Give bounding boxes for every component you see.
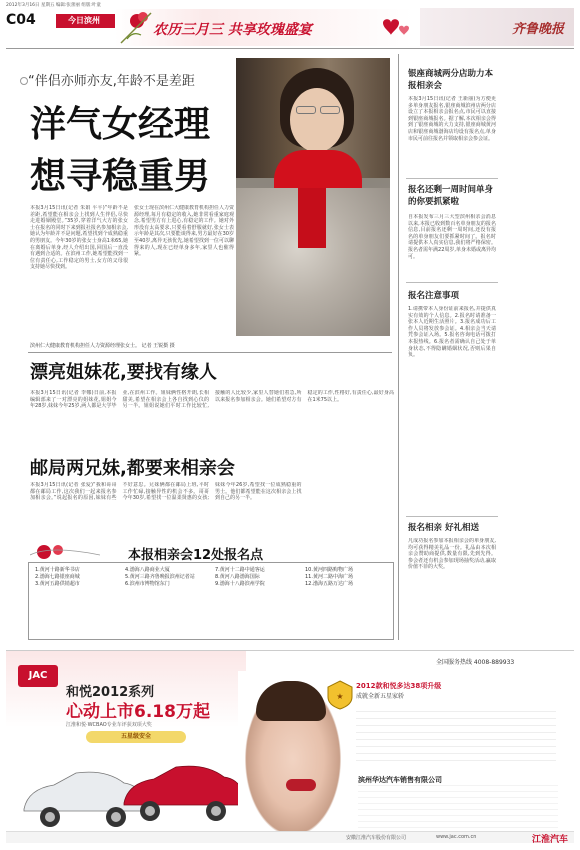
- list-item: 3.黄河五路供销超市: [35, 581, 80, 587]
- ad-footer-url: www.jac.com.cn: [436, 834, 477, 840]
- section-pill: [56, 14, 122, 28]
- five-star-badge-icon: [326, 679, 354, 711]
- banner-slogan: 农历三月三 共享玫瑰盛宴: [153, 22, 312, 38]
- list-box: [28, 562, 394, 640]
- ad-footer: [6, 831, 574, 843]
- rose-icon: [117, 9, 157, 45]
- header-meta: 2012年3月16日 星期五 编辑:张蕾丽 组版:叶童: [6, 3, 101, 8]
- sidebar-box2-title: 报名还剩一周时间单身的你要抓紧啦: [408, 185, 494, 207]
- lead-photo: [236, 58, 390, 336]
- ad-footer-brand: 江淮汽车: [531, 835, 568, 843]
- ad-footer-company: 安徽江淮汽车股份有限公司: [346, 835, 407, 841]
- ad-dealer-title: 滨州华达汽车销售有限公司: [358, 776, 442, 784]
- ad-rating-text: 五星级安全: [120, 733, 151, 740]
- svg-text:★: ★: [336, 692, 344, 701]
- list-title: 本报相亲会12处报名点: [128, 548, 264, 563]
- sidebar-box4-title: 报名相亲 好礼相送: [408, 523, 479, 533]
- lead-kicker: “伴侣亦师亦友,年龄不是差距: [28, 74, 195, 89]
- article3-body: 本报3月15日讯(记者 张爱)“我和哥哥都在邮局工作,这次我们一起来报名参加相亲会。”说起报名的原因,妹妹有些不好意思。兄妹俩都在邮局上班,平时工作忙碌,接触异性的机会不多。哥哥今年30岁,希望找一位温柔贤惠的女孩;妹妹今年26岁,希望找一位成熟稳重的男士。他们都希望能在这次相亲会上找到自己的另一半。: [30, 482, 302, 502]
- sidebar-rule3: [406, 516, 498, 517]
- car-red-icon: [116, 755, 246, 825]
- ad-price-line: 心动上市6.18万起: [66, 702, 210, 722]
- list-item: 11.黄河二路中海广场: [305, 574, 353, 580]
- header-rule: [6, 48, 574, 49]
- sidebar-box3-title: 报名注意事项: [408, 291, 460, 301]
- list-items: [35, 567, 387, 635]
- list-item: 1.黄河十路新华书店: [35, 567, 80, 573]
- sidebar-box3-body: 1.请携带本人身份证前来报名,并提供真实有效的个人信息。2.报名时请准备一张本人近期生活照片。3.报名成功后工作人员将发放参会证。4.相亲会当天请凭参会证入场。5.报名咨询电话可拨打本报热线。6.报名者需确认自己处于单身状态,不得隐瞒婚姻状况,否则后果自负。: [408, 306, 496, 359]
- list-item: 12.渤海五路万达广场: [305, 581, 353, 587]
- ad-rating: [86, 731, 186, 743]
- page-code: C04: [6, 12, 36, 28]
- jac-logo: [18, 665, 58, 687]
- lead-rule: [28, 352, 392, 353]
- list-item: 7.黄河十二路中通客运: [215, 567, 265, 573]
- sidebar-box4-body: 凡成功报名参加本报相亲会的单身朋友,均可获得精美礼品一份。礼品由本次相亲会赞助商提供,数量有限,先到先得。参会者还有机会参加现场抽奖活动,赢取价值不菲的大奖。: [408, 538, 496, 571]
- paper-name: 齐鲁晚报: [511, 22, 564, 37]
- list-item: 10.黄河四路购物广场: [305, 567, 353, 573]
- lead-title-line2: 想寻稳重男: [30, 156, 211, 197]
- ad-model-line: 和悦2012系列: [66, 685, 155, 700]
- lead-body-col1: 本报3月15日讯(记者 朱娟 平平)“年龄不是差距,希望能在相亲会上找到人生伴侣,尽快走进婚姻殿堂。”35岁,穿着洋气大方的张女士在报名的同时下来到报社报名参加相亲会,她认为年龄并不是问题,希望找到个成熟稳重的男朋友。今年30岁的张女士身高1米65,她在离婚后单身,经人介绍出国,回国后一直没有遇到合适的。在滨州工作,她希望能找到一位有责任心,工作稳定的男士,女方的父母很支持她尽快找到。: [30, 205, 128, 271]
- article2-body: 本报3月15日讯(记者 李娜)日前,本报编辑部来了一对漂亮的姐妹花,姐姐今年28岁,妹妹今年25岁,两人都是大学毕业,在滨州工作。姐妹俩性格开朗,长相甜美,希望在相亲会上各自找到心仪的另一半。姐姐说她们平时工作比较忙,接触的人比较少,家里人替她们着急,所以来报名参加相亲会。她们希望对方有稳定的工作,性格好,有责任心,最好身高在1米75以上。: [30, 390, 394, 410]
- hearts-icon: [381, 17, 411, 41]
- ad-hotline: 全国服务热线 4008-889933: [436, 659, 515, 666]
- banner: [115, 9, 413, 46]
- ad-promo-sub: 成就全新五星家轿: [356, 693, 405, 700]
- list-item: 2.渤海七路银座商城: [35, 574, 80, 580]
- list-item: 6.滨州市博物馆东门: [125, 581, 170, 587]
- list-item: 9.渤海十八路滨州学院: [215, 581, 265, 587]
- lead-title-line1: 洋气女经理: [30, 104, 211, 145]
- sidebar-rule2: [406, 282, 498, 283]
- sidebar-box1-title: 银座商城两分店助力本报相亲会: [408, 69, 494, 91]
- article3-title: 邮局两兄妹,都要来相亲会: [30, 458, 235, 479]
- sidebar-box2-body: 自本报发布三月三大型滨州相亲会消息以来,本报已收到数百名单身朋友的报名信息,目前报名还剩一周时间,还没有报名的单身朋友们要抓紧时间了。报名时请提供本人真实信息,我们将严格保密。报名者需年满22周岁,单身未婚或离异均可。: [408, 214, 496, 260]
- sidebar-divider: [398, 54, 399, 640]
- list-item: 5.黄河三路齐鲁晚报滨州记者站: [125, 574, 195, 580]
- ad-sub-line: 江淮和悦·WCBAO专业车评获双项大奖: [66, 722, 152, 728]
- kicker-circle-icon: [20, 77, 28, 85]
- lead-body-col2: 张女士现在滨州仁大健康教育机构担任人力资源经理,每月有稳定的收入,她非常看重家庭观念,希望男方有上进心,有稳定的工作。她对外形没有太高要求,只要看着舒服就好,张女士表示年龄是其次,只要能谈得来,男方最好在30岁至40岁,离异无孩优先,她希望找到一位可以聊得来的人,现在已经单身多年,家里人也催得紧。: [134, 205, 234, 258]
- sidebar-box1-body: 本报3月15日讯(记者 王新丽)为方便更多单身朋友报名,银座商城滨州店两分店设立了本报相亲会报名点,市民可以直接到银座商城报名。据了解,本次相亲会得到了银座商城的大力支持,银座商城黄河店和银座商城渤海店均设有报名点,单身市民可前往报名并领取相亲会参会证。: [408, 96, 496, 142]
- flower-ornament-icon: [30, 541, 100, 563]
- ad-banner: [6, 650, 574, 843]
- sidebar-rule1: [406, 178, 498, 179]
- list-item: 4.渤海八路商业大厦: [125, 567, 170, 573]
- photo-caption: 滨州仁大健康教育机构担任人力资源经理张女士。 记者 王锐摄 摄: [30, 343, 175, 349]
- jac-logo-text: JAC: [28, 670, 48, 681]
- section-pill-label: 今日滨州: [68, 16, 100, 25]
- article2-title: 漂亮姐妹花,要找有缘人: [30, 362, 217, 383]
- ad-promo-title: 2012款和悦多达38项升级: [356, 682, 442, 690]
- list-item: 8.黄河八路渤海国际: [215, 574, 260, 580]
- paper-name-box: [420, 8, 574, 46]
